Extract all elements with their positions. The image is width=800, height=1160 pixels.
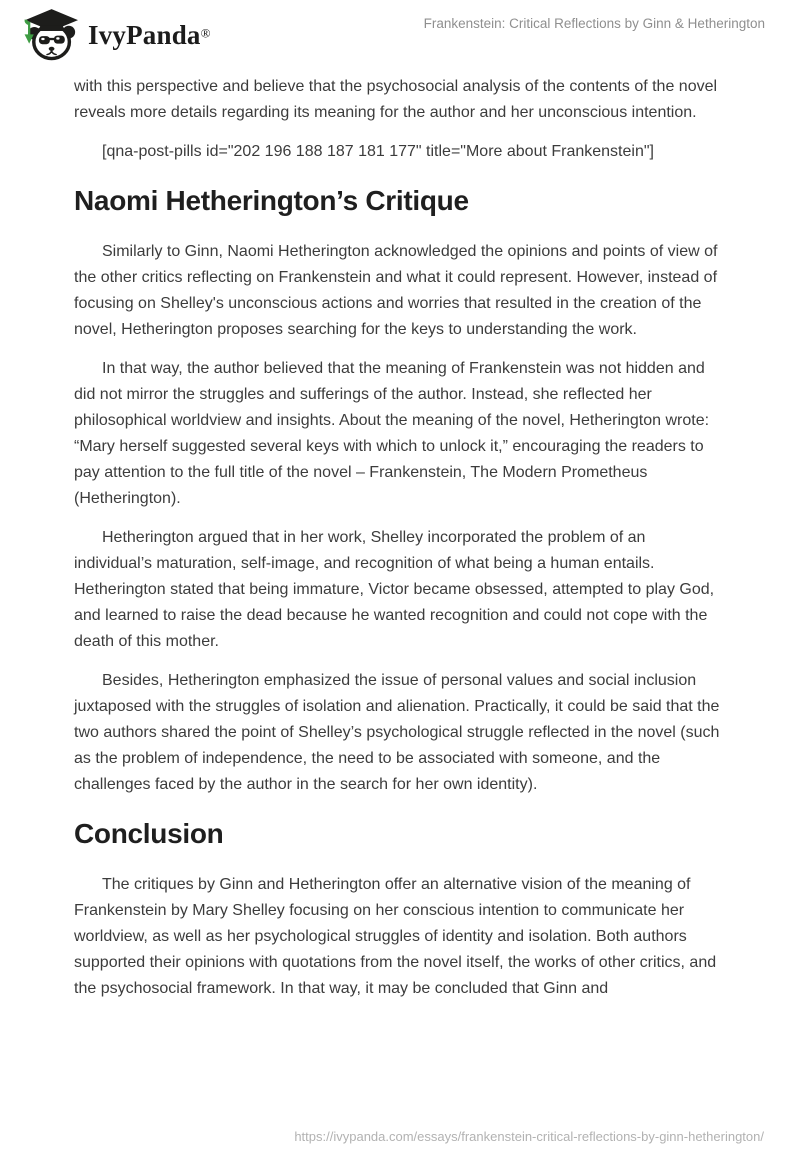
intro-paragraph: with this perspective and believe that the psychosocial analysis of the contents of the novel reveals more details regarding its meaning for the author and her unconscious intention.	[74, 78, 718, 121]
paragraph: Similarly to Ginn, Naomi Hetherington acknowledged the opinions and points of view of the other critics reflecting on Frankenstein and what it could represent. However, instead of focusing on Shelley's unconscious actions and worries that resulted in the creation of the novel, Hetherington proposes searching for the keys to understanding the work.	[74, 243, 718, 338]
paragraph: Besides, Hetherington emphasized the issue of personal values and social inclusion juxtaposed with the struggles of isolation and alienation. Practically, it could be said that the two authors shared the point of Shelley’s psychological struggle reflected in the novel (such as the problem of independence, the need to be associated with someone, and the challenges faced by the author in the search for her own identity).	[74, 672, 720, 793]
source-url[interactable]: https://ivypanda.com/essays/frankenstein-critical-reflections-by-ginn-hetherington/	[294, 1129, 764, 1144]
section-heading-conclusion: Conclusion	[74, 818, 224, 849]
paragraph: Hetherington argued that in her work, Shelley incorporated the problem of an individual’s maturation, self-image, and recognition of what being a human entails. Hetherington stated that being immature, Victor became obsessed, attempted to play God, and learned to raise the dead because he wanted recognition and could not cope with the death of this mother.	[74, 529, 715, 650]
brand-name: IvyPanda	[88, 19, 201, 50]
page-header	[0, 0, 800, 62]
brand-wordmark	[88, 20, 211, 51]
brand-logo	[20, 8, 211, 62]
shortcode-line: [qna-post-pills id="202 196 188 187 181 177" title="More about Frankenstein"]	[102, 143, 654, 160]
essay-content	[74, 62, 724, 1002]
paragraph: The critiques by Ginn and Hetherington offer an alternative vision of the meaning of Frankenstein by Mary Shelley focusing on her conscious intention to communicate her worldview, as well as her psychological struggles of identity and isolation. Both authors supported their opinions with quotations from the novel itself, the works of other critics, and the psychosocial framework. In that way, it may be concluded that Ginn and	[74, 876, 717, 997]
section-heading-hetherington: Naomi Hetherington’s Critique	[74, 185, 469, 216]
running-head-title: Frankenstein: Critical Reflections by Ginn & Hetherington	[423, 16, 765, 31]
paragraph: In that way, the author believed that the meaning of Frankenstein was not hidden and did not mirror the struggles and sufferings of the author. Instead, she reflected her philosophical worldview and insights. About the meaning of the novel, Hetherington wrote: “Mary herself suggested several keys with which to unlock it,” encouraging the readers to pay attention to the full title of the novel – Frankenstein, The Modern Prometheus (Hetherington).	[74, 360, 710, 507]
ivypanda-panda-icon	[20, 8, 82, 62]
registered-mark: ®	[200, 25, 211, 41]
